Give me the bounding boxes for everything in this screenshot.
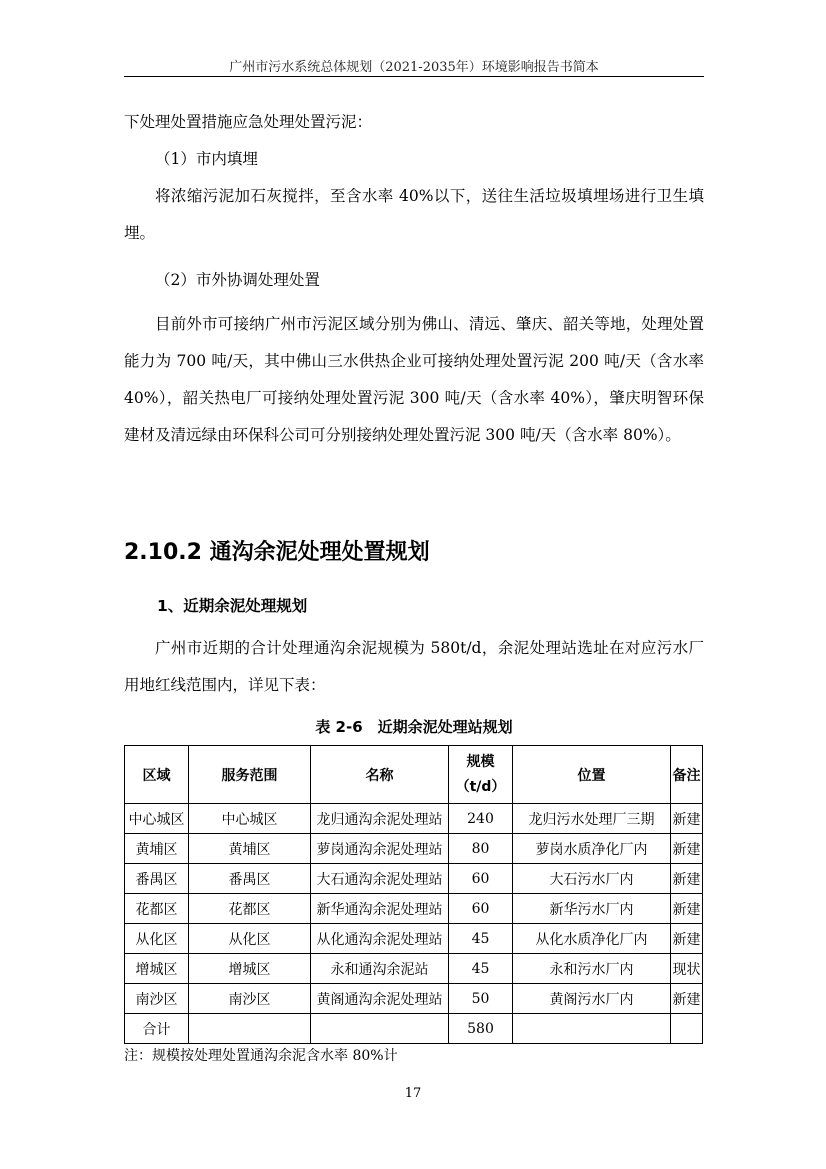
cell-location: 黄阁污水厂内	[513, 984, 671, 1014]
cell-scale: 60	[449, 864, 513, 894]
cell-empty	[311, 1014, 449, 1044]
paragraph-continuation: 下处理处置措施应急处理处置污泥：	[124, 113, 373, 131]
cell-service: 中心城区	[189, 804, 311, 834]
cell-region: 南沙区	[125, 984, 189, 1014]
header-divider	[124, 76, 704, 77]
cell-remark: 新建	[671, 804, 703, 834]
cell-service: 黄埔区	[189, 834, 311, 864]
table-row	[125, 954, 703, 984]
cell-scale: 240	[449, 804, 513, 834]
subitem-outside-city: （2）市外协调处理处置	[155, 271, 320, 289]
header-location: 位置	[513, 746, 671, 804]
cell-region: 增城区	[125, 954, 189, 984]
cell-remark: 现状	[671, 954, 703, 984]
cell-name: 萝岗通沟余泥处理站	[311, 834, 449, 864]
cell-name: 大石通沟余泥处理站	[311, 864, 449, 894]
paragraph-landfill: 将浓缩污泥加石灰搅拌，至含水率 40%以下，送往生活垃圾填埋场进行卫生填埋。	[124, 187, 704, 242]
subsection-heading: 1、近期余泥处理规划	[157, 597, 308, 615]
header-scale-unit: （t/d）	[455, 778, 506, 795]
cell-total-scale: 580	[449, 1014, 513, 1044]
cell-location: 永和污水厂内	[513, 954, 671, 984]
cell-service: 增城区	[189, 954, 311, 984]
cell-service: 番禺区	[189, 864, 311, 894]
header-scale-label: 规模	[466, 753, 495, 770]
cell-region: 花都区	[125, 894, 189, 924]
cell-empty	[513, 1014, 671, 1044]
cell-scale: 45	[449, 954, 513, 984]
cell-remark: 新建	[671, 894, 703, 924]
cell-location: 大石污水厂内	[513, 864, 671, 894]
cell-location: 新华污水厂内	[513, 894, 671, 924]
header-remark: 备注	[671, 746, 703, 804]
cell-scale: 45	[449, 924, 513, 954]
cell-remark: 新建	[671, 864, 703, 894]
cell-region: 从化区	[125, 924, 189, 954]
paragraph-outside-city: 目前外市可接纳广州市污泥区域分别为佛山、清远、肇庆、韶关等地，处理处置能力为 700 吨/天，其中佛山三水供热企业可接纳处理处置污泥 200 吨/天（含水率 40%），韶关热电厂可接纳处理处置污泥 300 吨/天（含水率 40%），肇庆明智环保建材及清远绿由环保科公司可分别接纳处理处置污泥 300 吨/天（含水率 80%）。	[124, 315, 704, 444]
cell-region: 中心城区	[125, 804, 189, 834]
cell-remark: 新建	[671, 834, 703, 864]
header-scale	[449, 746, 513, 804]
page-header: 广州市污水系统总体规划（2021-2035年）环境影响报告书简本	[229, 60, 599, 75]
cell-remark: 新建	[671, 924, 703, 954]
header-region: 区域	[125, 746, 189, 804]
cell-region: 番禺区	[125, 864, 189, 894]
table-note: 注：规模按处理处置通沟余泥含水率 80%计	[124, 1048, 398, 1064]
cell-service: 从化区	[189, 924, 311, 954]
table-row	[125, 984, 703, 1014]
table-row	[125, 924, 703, 954]
table-header-row	[125, 746, 703, 804]
cell-name: 黄阁通沟余泥处理站	[311, 984, 449, 1014]
cell-name: 龙归通沟余泥处理站	[311, 804, 449, 834]
subitem-city-landfill: （1）市内填埋	[155, 150, 258, 168]
header-name: 名称	[311, 746, 449, 804]
cell-remark: 新建	[671, 984, 703, 1014]
table-row	[125, 894, 703, 924]
cell-location: 从化水质净化厂内	[513, 924, 671, 954]
cell-location: 龙归污水处理厂三期	[513, 804, 671, 834]
cell-empty	[671, 1014, 703, 1044]
cell-name: 从化通沟余泥处理站	[311, 924, 449, 954]
page-number: 17	[404, 1086, 422, 1101]
cell-name: 新华通沟余泥处理站	[311, 894, 449, 924]
cell-total-label: 合计	[125, 1014, 189, 1044]
table-row	[125, 804, 703, 834]
cell-scale: 60	[449, 894, 513, 924]
header-service: 服务范围	[189, 746, 311, 804]
section-heading: 2.10.2 通沟余泥处理处置规划	[124, 540, 430, 565]
cell-location: 萝岗水质净化厂内	[513, 834, 671, 864]
table-total-row	[125, 1014, 703, 1044]
plan-table	[124, 745, 703, 1044]
cell-service: 南沙区	[189, 984, 311, 1014]
cell-name: 永和通沟余泥站	[311, 954, 449, 984]
cell-empty	[189, 1014, 311, 1044]
table-caption: 表 2-6 近期余泥处理站规划	[315, 718, 513, 736]
cell-region: 黄埔区	[125, 834, 189, 864]
table-row	[125, 864, 703, 894]
table-row	[125, 834, 703, 864]
cell-scale: 50	[449, 984, 513, 1014]
cell-service: 花都区	[189, 894, 311, 924]
paragraph-intro: 广州市近期的合计处理通沟余泥规模为 580t/d，余泥处理站选址在对应污水厂用地红线范围内，详见下表：	[124, 639, 704, 694]
cell-scale: 80	[449, 834, 513, 864]
